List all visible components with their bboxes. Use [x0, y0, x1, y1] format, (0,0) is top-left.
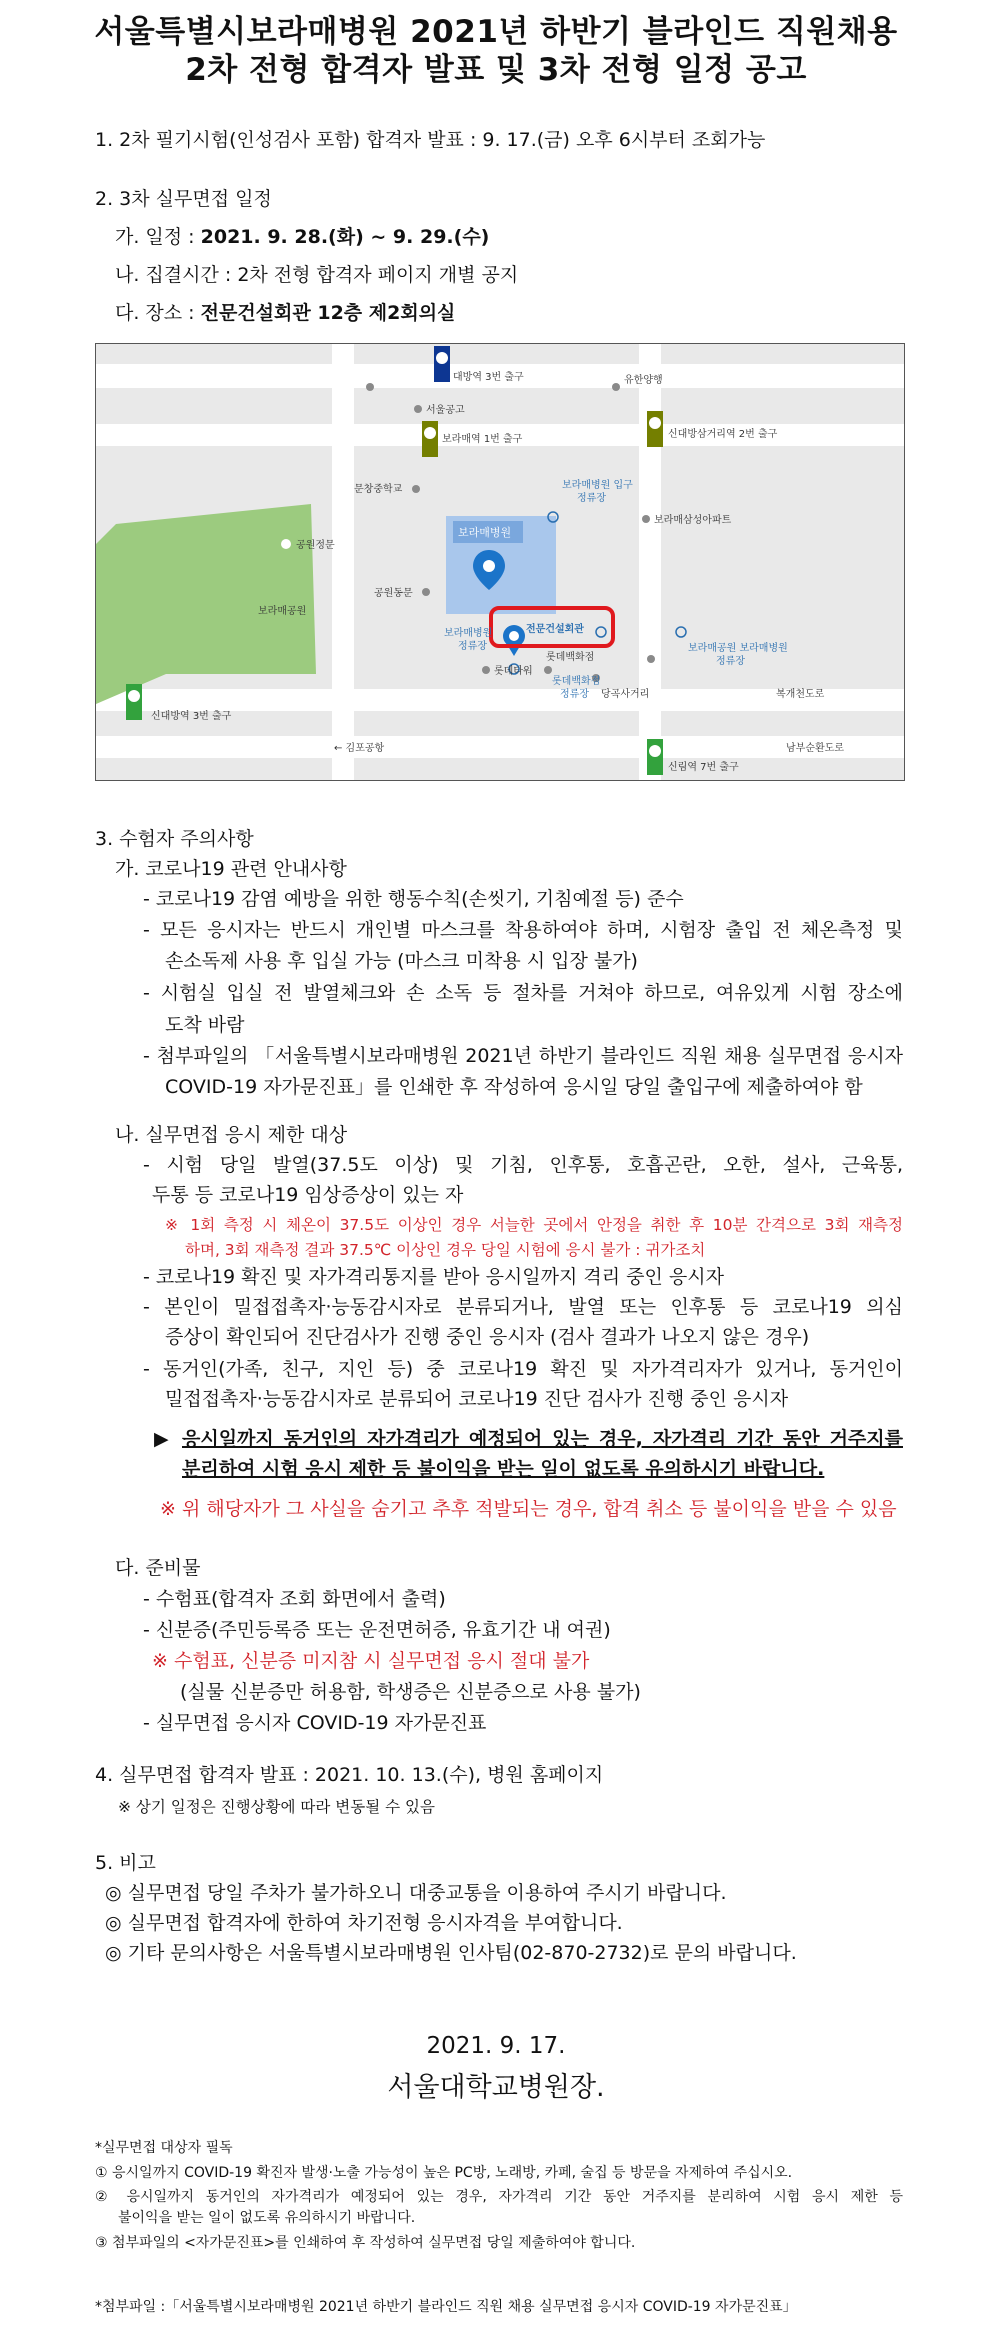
section-4-note: ※ 상기 일정은 진행상황에 따라 변동될 수 있음 — [118, 1798, 435, 1816]
remark-2: ◎ 실무면접 합격자에 한하여 차기전형 응시자격을 부여합니다. — [105, 1912, 623, 1934]
section-1-text: 1. 2차 필기시험(인성검사 포함) 합격자 발표 : 9. 17.(금) 오후 6시부터 조회가능 — [95, 129, 766, 151]
restriction-3-line-2: 증상이 확인되어 진단검사가 진행 중인 응시자 (검사 결과가 나오지 않은 경우) — [165, 1326, 810, 1348]
temperature-note-line-1: ※ 1회 측정 시 체온이 37.5도 이상인 경우 서늘한 곳에서 안정을 취한 후 10분 간격으로 3회 재측정 — [165, 1216, 903, 1234]
prep-item-3: - 실무면접 응시자 COVID-19 자가문진표 — [143, 1712, 487, 1734]
line1-badge-icon — [434, 346, 450, 382]
line2b-badge-icon — [647, 739, 663, 775]
map-label-gimpo: ← 김포공항 — [334, 743, 385, 754]
map-label-park: 보라매공원 — [258, 606, 307, 617]
map-label-lotte-dept: 롯데백화점 — [546, 652, 595, 663]
gathering-time: 나. 집결시간 : 2차 전형 합격자 페이지 개별 공지 — [115, 264, 519, 286]
interview-place — [115, 300, 455, 326]
kcb-pin-icon — [503, 625, 525, 656]
interview-date — [115, 224, 489, 250]
temperature-note-line-2: 하며, 3회 재측정 결과 37.5℃ 이상인 경우 당일 시험에 응시 불가 : 귀가조치 — [185, 1241, 706, 1259]
section-3a-heading: 가. 코로나19 관련 안내사항 — [115, 858, 347, 880]
restriction-4-line-2: 밀접접촉자·능동감시자로 분류되어 코로나19 진단 검사가 진행 중인 응시자 — [165, 1388, 789, 1410]
note-2-line-1: ② 응시일까지 동거인의 자가격리가 예정되어 있는 경우, 자가격리 기간 동안 거주지를 분리하여 시험 응시 제한 등 — [95, 2189, 903, 2205]
map-label-boramae-apt: 보라매삼성아파트 — [654, 515, 732, 526]
map-label-hospital: 보라매병원 — [458, 526, 512, 539]
map-label-lotte-tower: 롯데타워 — [494, 666, 533, 677]
map-label-sindaebang: 신대방삼거리역 2번 출구 — [668, 429, 778, 440]
covid-rule-4-line-1: - 첨부파일의 「서울특별시보라매병원 2021년 하반기 블라인드 직원 채용 실무면접 응시자 — [143, 1045, 903, 1067]
section-4-text: 4. 실무면접 합격자 발표 : 2021. 10. 13.(수), 병원 홈페이지 — [95, 1764, 604, 1786]
section-2-heading: 2. 3차 실무면접 일정 — [95, 188, 272, 210]
map-label-bus-hosp: 보라매병원 — [444, 628, 493, 639]
remark-3: ◎ 기타 문의사항은 서울특별시보라매병원 인사팀(02-870-2732)로 문의 바랍니다. — [105, 1942, 797, 1964]
map-label-bus-park-2: 정류장 — [716, 656, 745, 667]
restriction-3-line-1: - 본인이 밀접접촉자·능동감시자로 분류되거나, 발열 또는 인후통 등 코로나19 의심 — [143, 1296, 903, 1318]
interview-place-value: 전문건설회관 12층 제2회의실 — [200, 302, 456, 324]
prep-item-1: - 수험표(합격자 조회 화면에서 출력) — [143, 1588, 446, 1610]
notes-heading: *실무면접 대상자 필독 — [95, 2140, 233, 2156]
interview-date-label: 가. 일정 : — [115, 226, 201, 248]
map-label-nambu: 남부순환도로 — [786, 743, 844, 754]
footer-signer: 서울대학교병원장. — [387, 2072, 605, 2103]
line7b-badge-icon — [647, 411, 663, 447]
footer-date: 2021. 9. 17. — [426, 2033, 566, 2059]
map-label-daebang3: 대방역 3번 출구 — [453, 372, 524, 383]
map-label-sillim7: 신림역 7번 출구 — [668, 762, 739, 773]
cohabitant-notice-line-2: 분리하여 시험 응시 제한 등 불이익을 받는 일이 없도록 유의하시기 바랍니다. — [182, 1458, 825, 1480]
title-line-1: 서울특별시보라매병원 2021년 하반기 블라인드 직원채용 — [94, 14, 898, 50]
prep-warning: ※ 수험표, 신분증 미지참 시 실무면접 응시 절대 불가 — [152, 1650, 590, 1672]
covid-rule-3-line-2: 도착 바람 — [165, 1014, 245, 1036]
note-1: ① 응시일까지 COVID-19 확진자 발생·노출 가능성이 높은 PC방, 노래방, 카페, 술집 등 방문을 자제하여 주십시오. — [95, 2165, 793, 2181]
remark-1: ◎ 실무면접 당일 주차가 불가하오니 대중교통을 이용하여 주시기 바랍니다. — [105, 1882, 727, 1904]
covid-rule-3-line-1: - 시험실 입실 전 발열체크와 손 소독 등 절차를 거쳐야 하므로, 여유있게 시험 장소에 — [143, 982, 903, 1004]
concealment-warning: ※ 위 해당자가 그 사실을 숨기고 추후 적발되는 경우, 합격 취소 등 불이익을 받을 수 있음 — [160, 1498, 897, 1520]
map-label-bus-hosp-2: 정류장 — [458, 641, 487, 652]
restriction-1-line-1: - 시험 당일 발열(37.5도 이상) 및 기침, 인후통, 호흡곤란, 오한, 설사, 근육통, — [143, 1154, 903, 1176]
covid-rule-2-line-1: - 모든 응시자는 반드시 개인별 마스크를 착용하여야 하며, 시험장 출입 전 체온측정 및 — [143, 919, 903, 941]
covid-rule-2-line-2: 손소독제 사용 후 입실 가능 (마스크 미착용 시 입장 불가) — [165, 950, 638, 972]
map-label-yuhan: 유한양행 — [624, 375, 663, 386]
section-5-heading: 5. 비고 — [95, 1852, 156, 1874]
section-3c-heading: 다. 준비물 — [115, 1557, 201, 1579]
park-area — [96, 504, 316, 704]
section-3b-heading: 나. 실무면접 응시 제한 대상 — [115, 1124, 348, 1146]
map-label-park-east: 공원동문 — [374, 588, 413, 599]
arrow-icon: ▶ — [154, 1428, 169, 1450]
map-label-sindaebang3: 신대방역 3번 출구 — [151, 711, 232, 722]
map-label-park-gate: 공원정문 — [296, 540, 335, 551]
attachment-line: *첨부파일 :「서울특별시보라매병원 2021년 하반기 블라인드 직원 채용 실무면접 응시자 COVID-19 자가문진표」 — [95, 2299, 797, 2315]
title-line-2: 2차 전형 합격자 발표 및 3차 전형 일정 공고 — [185, 52, 807, 88]
interview-place-label: 다. 장소 : — [115, 302, 201, 324]
map-label-bus-entrance-2: 정류장 — [577, 493, 606, 504]
section-3-heading: 3. 수험자 주의사항 — [95, 828, 254, 850]
prep-warning-sub: (실물 신분증만 허용함, 학생증은 신분증으로 사용 불가) — [180, 1681, 641, 1703]
line2-badge-icon — [126, 684, 142, 720]
restriction-1-line-2: 두통 등 코로나19 임상증상이 있는 자 — [152, 1184, 464, 1206]
map-label-bus-entrance: 보라매병원 입구 — [562, 480, 633, 491]
prep-item-2: - 신분증(주민등록증 또는 운전면허증, 유효기간 내 여권) — [143, 1619, 611, 1641]
restriction-4-line-1: - 동거인(가족, 친구, 지인 등) 중 코로나19 확진 및 자가격리자가 있거나, 동거인이 — [143, 1358, 903, 1380]
map-label-bokgye: 복개천도로 — [776, 689, 825, 700]
line7-badge-icon — [422, 421, 438, 457]
map-label-danggok: 당곡사거리 — [601, 689, 650, 700]
interview-date-value: 2021. 9. 28.(화) ~ 9. 29.(수) — [200, 226, 490, 248]
map-label-bus-lotte: 롯데백화점 — [552, 676, 601, 687]
map-label-bus-lotte-2: 정류장 — [560, 689, 589, 700]
map-label-boramae1: 보라매역 1번 출구 — [442, 434, 523, 445]
cohabitant-notice-line-1: 응시일까지 동거인의 자가격리가 예정되어 있는 경우, 자가격리 기간 동안 거주지를 — [182, 1428, 903, 1450]
location-map — [95, 343, 905, 781]
note-3: ③ 첨부파일의 <자가문진표>를 인쇄하여 후 작성하여 실무면접 당일 제출하여야 합니다. — [95, 2235, 636, 2251]
covid-rule-1: - 코로나19 감염 예방을 위한 행동수칙(손씻기, 기침예절 등) 준수 — [143, 888, 684, 910]
map-label-munchang: 문창중학교 — [354, 484, 403, 495]
map-label-bus-park: 보라매공원 보라매병원 — [688, 643, 788, 654]
map-label-kcb: 전문건설회관 — [526, 624, 584, 635]
note-2-line-2: 불이익을 받는 일이 없도록 유의하시기 바랍니다. — [118, 2210, 416, 2226]
map-label-seoul-tech: 서울공고 — [426, 405, 465, 416]
covid-rule-4-line-2: COVID-19 자가문진표」를 인쇄한 후 작성하여 응시일 당일 출입구에 제출하여야 함 — [165, 1076, 863, 1098]
restriction-2: - 코로나19 확진 및 자가격리통지를 받아 응시일까지 격리 중인 응시자 — [143, 1266, 724, 1288]
